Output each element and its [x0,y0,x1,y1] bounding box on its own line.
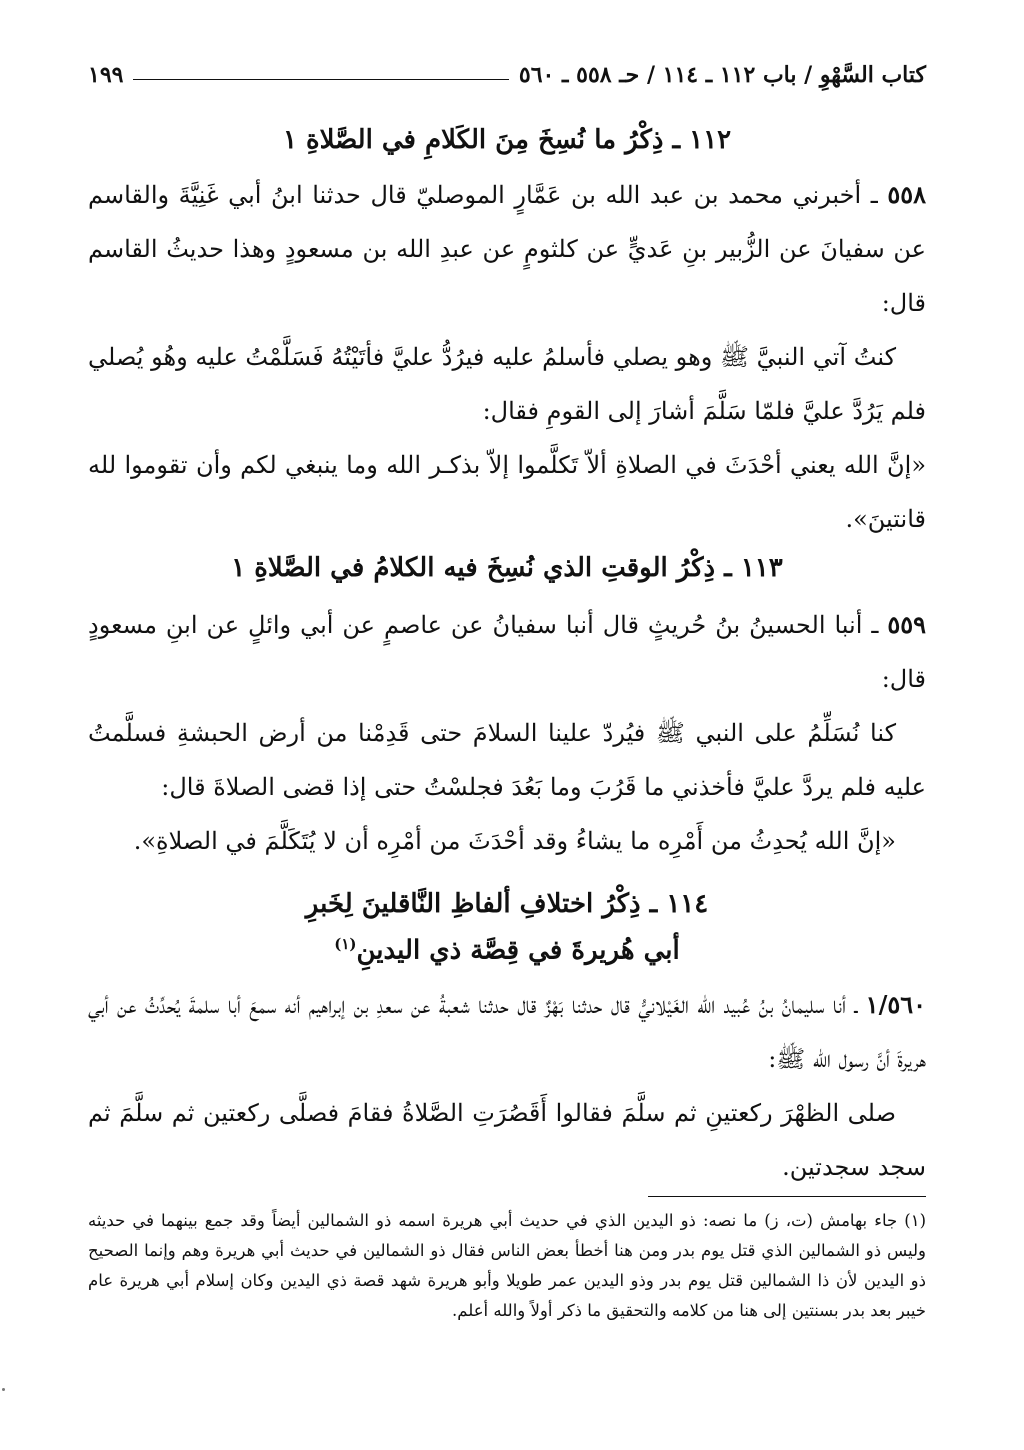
hadith-isnad [88,598,926,706]
section-heading-line-2 [88,924,926,971]
hadith-isnad [88,168,926,330]
page-number: ١٩٩ [88,62,124,88]
isnad-text: ـ أنبا الحسينُ بنُ حُريثٍ قال أنبا سفيانُ عن عاصمٍ عن أبي وائلٍ عن ابنِ مسعودٍ قال: [88,611,926,693]
hadith-isnad [88,978,926,1086]
section-heading-line-1: ١١٤ ـ ذِكْرُ اختلافِ ألفاظِ النَّاقلينَ لِخَبرِ [305,889,709,919]
hadith-matn: كنتُ آتي النبيَّ ﷺ وهو يصلي فأسلمُ عليه فيرُدُّ عليَّ فأتَيْتُهُ فَسَلَّمْتُ عليه وهُو يُصلي فلم يَرُدَّ عليَّ فلمّا سَلَّمَ أشارَ إلى القومِ فقال: [88,343,926,425]
hadith-558 [88,168,926,546]
section-heading: ١١٣ ـ ذِكْرُ الوقتِ الذي نُسِخَ فيه الكلامُ في الصَّلاةِ ١ [231,553,783,583]
hadith-quote: «إنَّ الله يُحدِثُ من أَمْرِه ما يشاءُ وقد أحْدَثَ من أمْرِه أن لا يُتَكَلَّمَ في الصلاةِ». [133,827,896,855]
footnote-separator [648,1196,926,1197]
hadith-number: ٥٥٩ [887,610,926,639]
hadith-560 [88,978,926,1194]
footnote-text: جاء بهامش (ت، ز) ما نصه: ذو اليدين الذي في حديث أبي هريرة اسمه ذو الشمالين أيضاً وقد جمع بينهما في حديثه وليس ذو الشمالين الذي قتل يوم بدر ومن هنا أخطأ بعض الناس فقال ذو الشمالين في حديث أبي هريرة وهم وإنما الصحيح ذو اليدين لأن ذا الشمالين قتل يوم بدر وذو اليدين عمر طويلا وأبو هريرة شهد قصة ذي اليدين وكان إسلام أبي هريرة عام خيبر بعد بدر بسنتين إلى هنا من كلامه والتحقيق ما ذكر أولاً والله أعلم. [88,1211,926,1320]
section-114 [88,884,926,971]
isnad-text: ـ أخبرني محمد بن عبد الله بن عَمَّارٍ الموصليّ قال حدثنا ابنُ أبي غَنِيَّةَ والقاسم عن سفيانَ عن الزُّبير بنِ عَديٍّ عن كلثومٍ عن عبدِ الله بن مسعودٍ وهذا حديثُ القاسم قال: [88,181,926,317]
hadith-quote: «إنَّ الله يعني أحْدَثَ في الصلاةِ ألاّ تَكلَّموا إلاّ بذكـر الله وما ينبغي لكم وأن تقوموا لله قانتينَ». [88,451,926,533]
section-heading: ١١٢ ـ ذِكْرُ ما نُسِخَ مِنَ الكَلامِ في الصَّلاةِ ١ [282,125,732,155]
footnote [88,1206,926,1326]
hadith-matn: صلى الظهْرَ ركعتينِ ثم سلَّمَ فقالوا أَقَصُرَتِ الصَّلاةُ فقامَ فصلَّى ركعتين ثم سلَّمَ ثم سجد سجدتين. [88,1099,926,1181]
section-113 [88,548,926,588]
footnote-ref: (١) [334,935,357,953]
hadith-number: ٥٥٨ [887,180,926,209]
hadith-559 [88,598,926,868]
isnad-text: ـ أنا سليمانُ بنُ عُبيد الله الغَيْلانيُّ قال حدثنا بَهْزٌ قال حدثنا شعبةُ عن سعدِ بن إبراهيم أنه سمعَ أبا سلمةَ يُحدِّثُ عن أبي هريرةَ أنَّ رسول الله ﷺ: [88,991,926,1073]
running-header-title: كتاب السَّهْوِ / باب ١١٢ ـ ١١٤ / حـ ٥٥٨ ـ ٥٦٠ [518,62,926,88]
hadith-matn: كنا نُسَلِّمُ على النبي ﷺ فيُردّ علينا السلامَ حتى قَدِمْنا من أرض الحبشةِ فسلَّمتُ عليه فلم يردَّ عليَّ فأخذني ما قَرُبَ وما بَعُدَ فجلسْتُ حتى إذا قضى الصلاةَ قال: [88,719,926,801]
header-rule [133,79,508,80]
heading-text: أبي هُريرةَ في قِصَّة ذي اليدينِ [356,935,680,966]
hadith-number: ١/٥٦٠ [865,990,926,1019]
scan-speck [2,1388,5,1391]
footnote-marker: (١) [904,1211,926,1230]
section-112 [88,120,926,160]
running-header [88,58,926,92]
